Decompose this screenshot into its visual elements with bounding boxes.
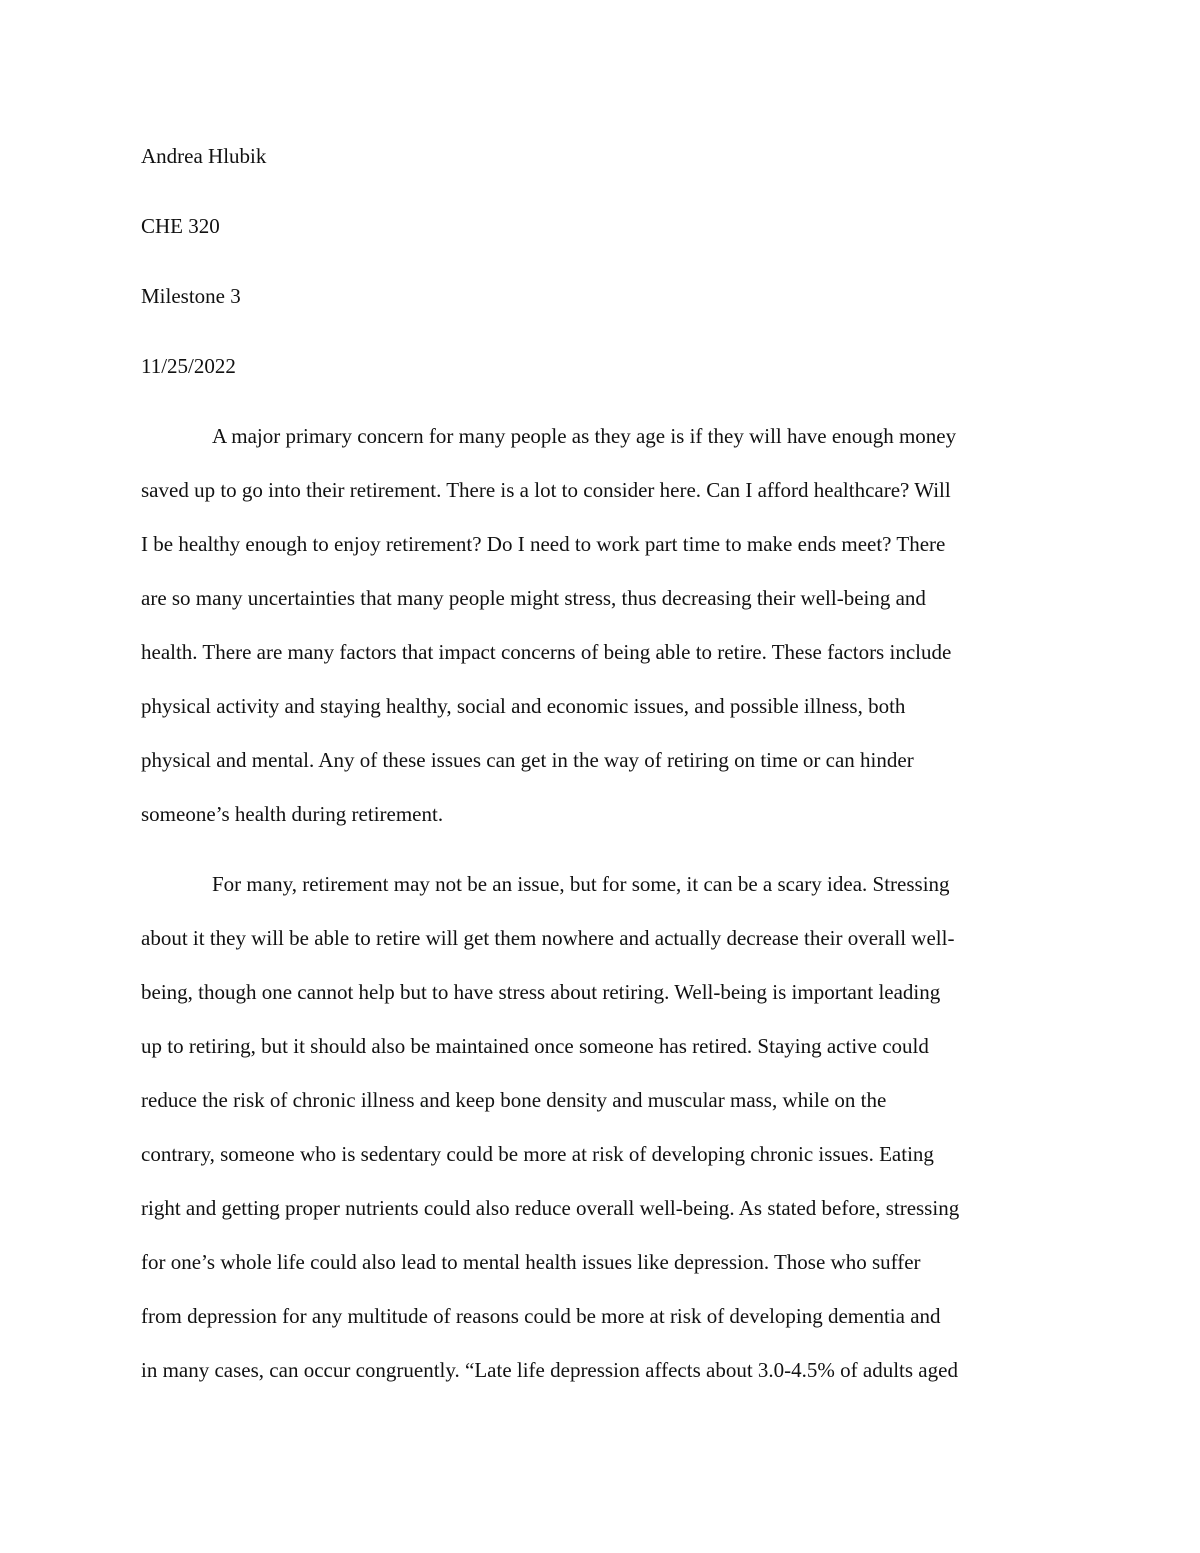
paragraph-line: For many, retirement may not be an issue, but for some, it can be a scary idea. Stressing	[212, 872, 950, 896]
paragraph-line: about it they will be able to retire will get them nowhere and actually decrease their overall well-	[141, 926, 955, 950]
paragraph-line: reduce the risk of chronic illness and keep bone density and muscular mass, while on the	[141, 1088, 887, 1112]
assignment-title: Milestone 3	[141, 284, 241, 308]
paragraph-line: physical activity and staying healthy, social and economic issues, and possible illness, both	[141, 694, 906, 718]
paragraph-line: I be healthy enough to enjoy retirement? Do I need to work part time to make ends meet? There	[141, 532, 946, 556]
paragraph-line: someone’s health during retirement.	[141, 802, 444, 826]
author-name: Andrea Hlubik	[141, 144, 267, 168]
course-code: CHE 320	[141, 214, 220, 238]
paragraph-line: being, though one cannot help but to have stress about retiring. Well-being is important leading	[141, 980, 941, 1004]
paragraph-line: are so many uncertainties that many people might stress, thus decreasing their well-being and	[141, 586, 926, 610]
document-date: 11/25/2022	[141, 354, 236, 378]
paragraph-line: up to retiring, but it should also be maintained once someone has retired. Staying active could	[141, 1034, 929, 1058]
paragraph-line: health. There are many factors that impact concerns of being able to retire. These factors include	[141, 640, 952, 664]
paragraph-line: saved up to go into their retirement. There is a lot to consider here. Can I afford healthcare? Will	[141, 478, 951, 502]
paragraph-line: right and getting proper nutrients could also reduce overall well-being. As stated before, stressing	[141, 1196, 960, 1220]
paragraph-line: from depression for any multitude of reasons could be more at risk of developing dementia and	[141, 1304, 941, 1328]
paragraph-line: A major primary concern for many people as they age is if they will have enough money	[212, 424, 957, 448]
paragraph-line: for one’s whole life could also lead to mental health issues like depression. Those who suffer	[141, 1250, 921, 1274]
paragraph-line: physical and mental. Any of these issues can get in the way of retiring on time or can hinder	[141, 748, 914, 772]
paragraph-line: in many cases, can occur congruently. “Late life depression affects about 3.0-4.5% of adults aged	[141, 1358, 958, 1382]
paragraph-line: contrary, someone who is sedentary could be more at risk of developing chronic issues. Eating	[141, 1142, 934, 1166]
